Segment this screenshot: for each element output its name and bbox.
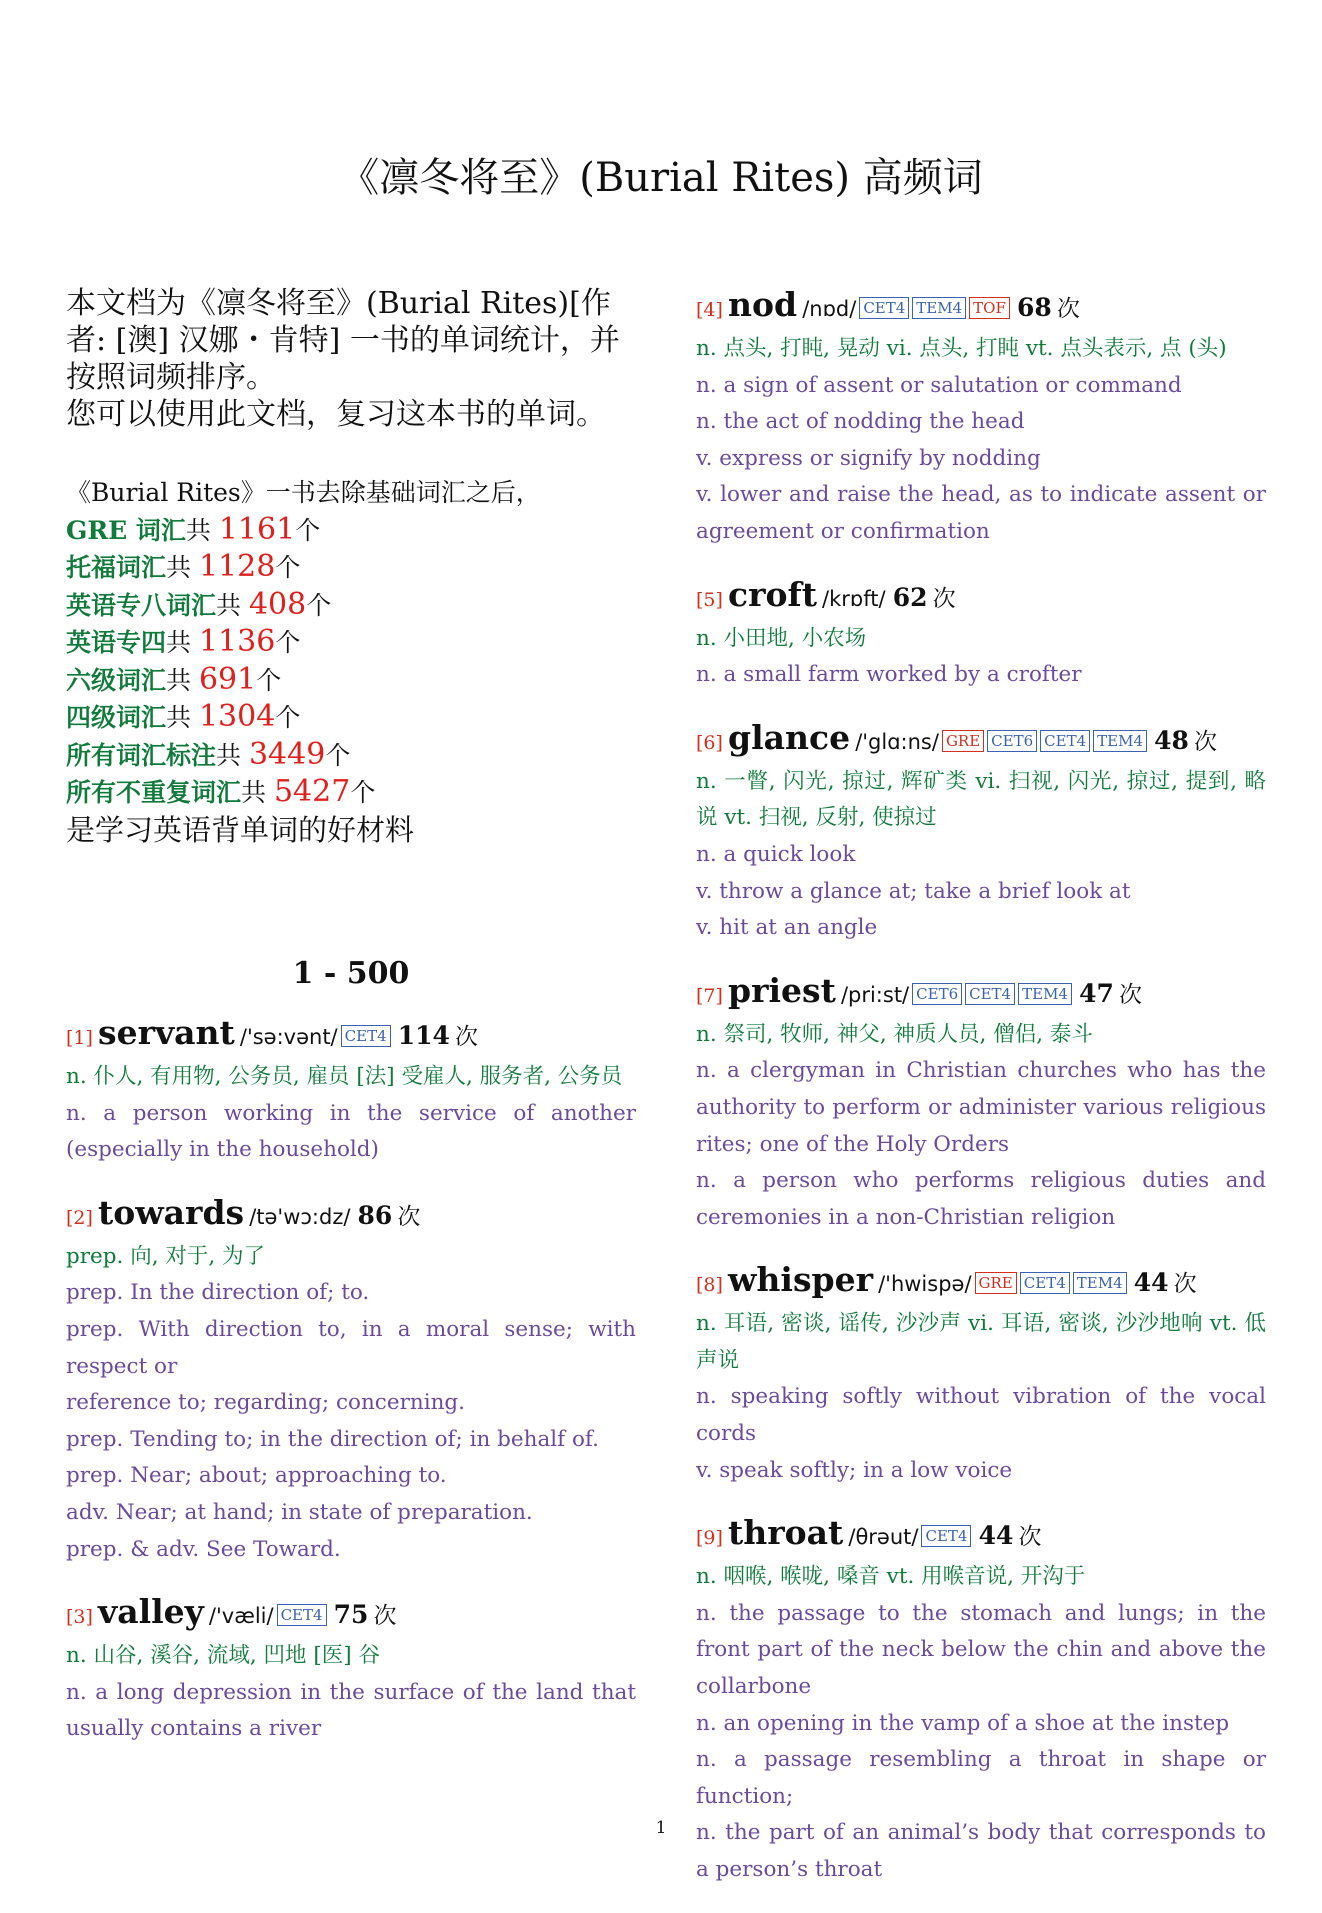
entries-right bbox=[696, 285, 1266, 1889]
page-title: 《凛冬将至》(Burial Rites) 高频词 bbox=[339, 155, 983, 201]
entry-ipa: /'væli/ bbox=[208, 1604, 274, 1629]
definition-en: n. a clergyman in Christian churches who has the authority to perform or administer various religious rites; one of the Holy Orders bbox=[696, 1058, 1266, 1157]
entry-head bbox=[66, 1193, 636, 1239]
count-suffix: 次 bbox=[1118, 981, 1142, 1008]
entry-head bbox=[66, 1013, 636, 1059]
count-suffix: 次 bbox=[1173, 1271, 1197, 1298]
stats-unit: 个 bbox=[256, 665, 282, 695]
entry-index: [8] bbox=[696, 1274, 723, 1297]
count-suffix: 次 bbox=[932, 585, 956, 612]
entry-ipa: /nɒd/ bbox=[802, 297, 857, 321]
definition-zh: n. 咽喉, 喉咙, 嗓音 vt. 用喉音说, 开沟于 bbox=[696, 1564, 1086, 1590]
vocab-tag: CET4 bbox=[1040, 730, 1090, 752]
entry-index: [3] bbox=[66, 1606, 93, 1629]
entry-head bbox=[696, 285, 1266, 331]
stats-unit: 个 bbox=[275, 628, 301, 657]
stats-unit: 个 bbox=[350, 778, 376, 807]
definition-zh: n. 点头, 打盹, 晃动 vi. 点头, 打盹 vt. 点头表示, 点 (头) bbox=[696, 336, 1227, 361]
stats-label: 所有不重复词汇 bbox=[66, 778, 242, 807]
entry-index: [1] bbox=[66, 1027, 93, 1049]
definition-en: n. speaking softly without vibration of the vocal cords bbox=[696, 1384, 1266, 1447]
stats-mid: 共 bbox=[166, 703, 199, 732]
definition-en: prep. In the direction of; to. bbox=[66, 1280, 370, 1306]
vocab-tag: CET4 bbox=[1020, 1272, 1070, 1294]
definition-en: v. hit at an angle bbox=[696, 915, 878, 941]
word-entry bbox=[66, 1592, 636, 1748]
count-suffix: 次 bbox=[1018, 1524, 1042, 1551]
stats-line bbox=[66, 624, 636, 662]
stats-mid: 共 bbox=[241, 778, 274, 807]
intro-line-2: 您可以使用此文档，复习这本书的单词。 bbox=[66, 397, 606, 432]
stats-line bbox=[66, 549, 636, 587]
definition-en: n. a sign of assent or salutation or command bbox=[696, 372, 1182, 398]
word-entry bbox=[696, 285, 1266, 551]
definition-en: n. a person who performs religious duties and ceremonies in a non-Christian religion bbox=[696, 1168, 1266, 1230]
stats-line bbox=[66, 737, 636, 775]
stats-value: 5427 bbox=[273, 774, 351, 809]
vocab-tag: TEM4 bbox=[1093, 730, 1147, 752]
range-heading: 1 - 500 bbox=[292, 956, 410, 991]
stats-label: 英语专四 bbox=[66, 628, 167, 657]
word-entry bbox=[696, 1260, 1266, 1489]
entry-count: 44 bbox=[1133, 1268, 1169, 1298]
stats-label: 托福词汇 bbox=[66, 553, 167, 582]
vocab-tag: GRE bbox=[942, 730, 984, 752]
vocab-tag: CET6 bbox=[987, 730, 1037, 752]
vocab-tag: TEM4 bbox=[912, 297, 966, 319]
page-number: 1 bbox=[655, 1818, 667, 1838]
vocab-tag: TOF bbox=[969, 297, 1010, 319]
word-entry bbox=[696, 575, 1266, 694]
definition-zh: n. 山谷, 溪谷, 流域, 凹地 [医] 谷 bbox=[66, 1643, 380, 1669]
entry-head bbox=[696, 718, 1266, 764]
stats-value: 1161 bbox=[218, 511, 296, 547]
definition-en: n. a passage resembling a throat in shape or function; bbox=[696, 1747, 1266, 1809]
entry-ipa: /'hwispə/ bbox=[878, 1272, 972, 1297]
entry-word: towards bbox=[98, 1192, 245, 1232]
stats-label: 所有词汇标注 bbox=[66, 740, 217, 770]
entry-head bbox=[696, 1260, 1266, 1306]
definition-en: v. express or signify by nodding bbox=[696, 445, 1041, 471]
stats-unit: 个 bbox=[275, 553, 301, 582]
definition-en: prep. & adv. See Toward. bbox=[66, 1536, 341, 1562]
vocab-tag: CET4 bbox=[965, 983, 1015, 1005]
intro-line-1: 本文档为《凛冬将至》(Burial Rites)[作者: [澳] 汉娜・肯特] 一书的单词统计，并按照词频排序。 bbox=[66, 286, 620, 395]
stats-line bbox=[66, 774, 636, 812]
vocab-tag: CET4 bbox=[341, 1025, 391, 1047]
entry-ipa: /krɒft/ bbox=[822, 586, 886, 611]
vocab-tag: CET6 bbox=[912, 983, 962, 1005]
entry-ipa: /pri:st/ bbox=[840, 982, 910, 1007]
entry-word: throat bbox=[728, 1513, 844, 1553]
definition-en: v. speak softly; in a low voice bbox=[696, 1457, 1013, 1483]
stats-line bbox=[66, 512, 636, 550]
entry-count: 47 bbox=[1079, 978, 1114, 1008]
intro bbox=[66, 285, 636, 433]
entry-count: 75 bbox=[333, 1600, 369, 1630]
entry-index: [5] bbox=[696, 588, 723, 611]
vocab-tag: CET4 bbox=[921, 1525, 971, 1547]
word-entry bbox=[66, 1013, 636, 1169]
entry-ipa: /'glɑ:ns/ bbox=[855, 729, 939, 754]
stats-mid: 共 bbox=[185, 515, 219, 545]
entry-head bbox=[696, 971, 1266, 1017]
definition-en: v. lower and raise the head, as to indicate assent or agreement or confirmation bbox=[696, 482, 1266, 544]
definition-zh: n. 小田地, 小农场 bbox=[696, 625, 867, 651]
entry-word: nod bbox=[728, 285, 798, 324]
entry-word: priest bbox=[728, 970, 836, 1010]
definition-en: n. the part of an animal’s body that corresponds to a person’s throat bbox=[696, 1820, 1266, 1882]
stats-value: 1128 bbox=[198, 549, 276, 584]
entry-word: croft bbox=[728, 574, 817, 614]
entry-word: valley bbox=[98, 1592, 204, 1632]
definition-en: n. a person working in the service of another (especially in the household) bbox=[66, 1100, 636, 1163]
entries-left bbox=[66, 1013, 636, 1748]
entry-head bbox=[696, 575, 1266, 621]
stats-unit: 个 bbox=[295, 515, 321, 545]
stats-unit: 个 bbox=[306, 590, 332, 620]
definition-en: prep. Near; about; approaching to. bbox=[66, 1463, 447, 1489]
entry-count: 48 bbox=[1154, 725, 1189, 755]
entry-word: glance bbox=[728, 717, 851, 757]
stats-label: 四级词汇 bbox=[66, 703, 167, 732]
definition-zh: n. 耳语, 密谈, 谣传, 沙沙声 vi. 耳语, 密谈, 沙沙地响 vt. 低声说 bbox=[696, 1311, 1266, 1373]
definition-zh: n. 一瞥, 闪光, 掠过, 辉矿类 vi. 扫视, 闪光, 掠过, 提到, 略说 vt. 扫视, 反射, 使掠过 bbox=[696, 768, 1266, 831]
vocab-tag: TEM4 bbox=[1073, 1272, 1127, 1294]
entry-count: 86 bbox=[357, 1200, 393, 1230]
stats-value: 1304 bbox=[198, 699, 276, 734]
stats-unit: 个 bbox=[325, 740, 351, 770]
stats-mid: 共 bbox=[166, 553, 199, 582]
definition-en: prep. Tending to; in the direction of; in behalf of. bbox=[66, 1426, 599, 1452]
entry-word: servant bbox=[98, 1013, 235, 1052]
entry-count: 68 bbox=[1016, 293, 1052, 322]
left-column bbox=[66, 285, 636, 1772]
entry-count: 62 bbox=[892, 582, 928, 612]
entry-ipa: /θrəut/ bbox=[848, 1525, 919, 1550]
definition-en: prep. With direction to, in a moral sense; with respect or bbox=[66, 1316, 636, 1379]
definition-en: n. the passage to the stomach and lungs; in the front part of the neck below the chin and above the collarbone bbox=[696, 1600, 1266, 1700]
word-entry bbox=[696, 971, 1266, 1237]
definition-zh: prep. 向, 对于, 为了 bbox=[66, 1243, 266, 1269]
stats-value: 1136 bbox=[198, 624, 276, 659]
vocab-tag: CET4 bbox=[859, 297, 909, 319]
entry-ipa: /tə'wɔ:dz/ bbox=[249, 1204, 351, 1229]
entry-word: whisper bbox=[728, 1260, 873, 1300]
vocab-tag: TEM4 bbox=[1018, 983, 1072, 1005]
stats-line bbox=[66, 699, 636, 737]
count-suffix: 次 bbox=[397, 1203, 421, 1230]
stats-closing: 是学习英语背单词的好材料 bbox=[66, 812, 415, 847]
definition-zh: n. 仆人, 有用物, 公务员, 雇员 [法] 受雇人, 服务者, 公务员 bbox=[66, 1064, 623, 1089]
vocab-tag: CET4 bbox=[277, 1604, 327, 1626]
entry-count: 114 bbox=[397, 1021, 450, 1050]
entry-count: 44 bbox=[978, 1521, 1014, 1551]
definition-en: n. a small farm worked by a crofter bbox=[696, 662, 1082, 688]
definition-en: reference to; regarding; concerning. bbox=[66, 1390, 466, 1416]
entry-index: [9] bbox=[696, 1527, 723, 1550]
definition-en: n. an opening in the vamp of a shoe at the instep bbox=[696, 1710, 1230, 1736]
stats-mid: 共 bbox=[216, 740, 249, 770]
stats-mid: 共 bbox=[166, 665, 199, 695]
stats-value: 408 bbox=[248, 586, 307, 622]
vocab-stats bbox=[66, 475, 636, 848]
stats-mid: 共 bbox=[166, 628, 199, 657]
definition-en: n. a quick look bbox=[696, 841, 856, 867]
stats-label: 英语专八词汇 bbox=[66, 590, 217, 620]
entry-index: [2] bbox=[66, 1206, 93, 1229]
stats-unit: 个 bbox=[275, 703, 301, 732]
vocab-tag: GRE bbox=[975, 1272, 1017, 1294]
stats-value: 3449 bbox=[248, 736, 326, 772]
right-column bbox=[696, 285, 1266, 1913]
stats-mid: 共 bbox=[216, 590, 249, 620]
entry-index: [6] bbox=[696, 731, 723, 754]
word-entry bbox=[696, 718, 1266, 947]
definition-zh: n. 祭司, 牧师, 神父, 神质人员, 僧侣, 泰斗 bbox=[696, 1021, 1093, 1047]
stats-label: GRE 词汇 bbox=[66, 515, 186, 545]
stats-label: 六级词汇 bbox=[66, 665, 167, 695]
definition-en: n. a long depression in the surface of the land that usually contains a river bbox=[66, 1679, 636, 1742]
count-suffix: 次 bbox=[1056, 296, 1080, 322]
entry-head bbox=[66, 1592, 636, 1638]
entry-index: [4] bbox=[696, 299, 723, 321]
stats-line bbox=[66, 662, 636, 700]
definition-en: n. the act of nodding the head bbox=[696, 409, 1025, 435]
stats-lead: 《Burial Rites》一书去除基础词汇之后， bbox=[66, 478, 541, 507]
entry-index: [7] bbox=[696, 984, 723, 1007]
definition-en: v. throw a glance at; take a brief look at bbox=[696, 878, 1131, 904]
entry-head bbox=[696, 1513, 1266, 1559]
word-entry bbox=[66, 1193, 636, 1568]
entry-ipa: /'sə:vənt/ bbox=[239, 1025, 338, 1049]
count-suffix: 次 bbox=[373, 1603, 397, 1630]
count-suffix: 次 bbox=[1193, 728, 1217, 755]
count-suffix: 次 bbox=[455, 1024, 478, 1050]
stats-line bbox=[66, 587, 636, 625]
stats-value: 691 bbox=[198, 661, 257, 697]
definition-en: adv. Near; at hand; in state of preparation. bbox=[66, 1499, 533, 1525]
